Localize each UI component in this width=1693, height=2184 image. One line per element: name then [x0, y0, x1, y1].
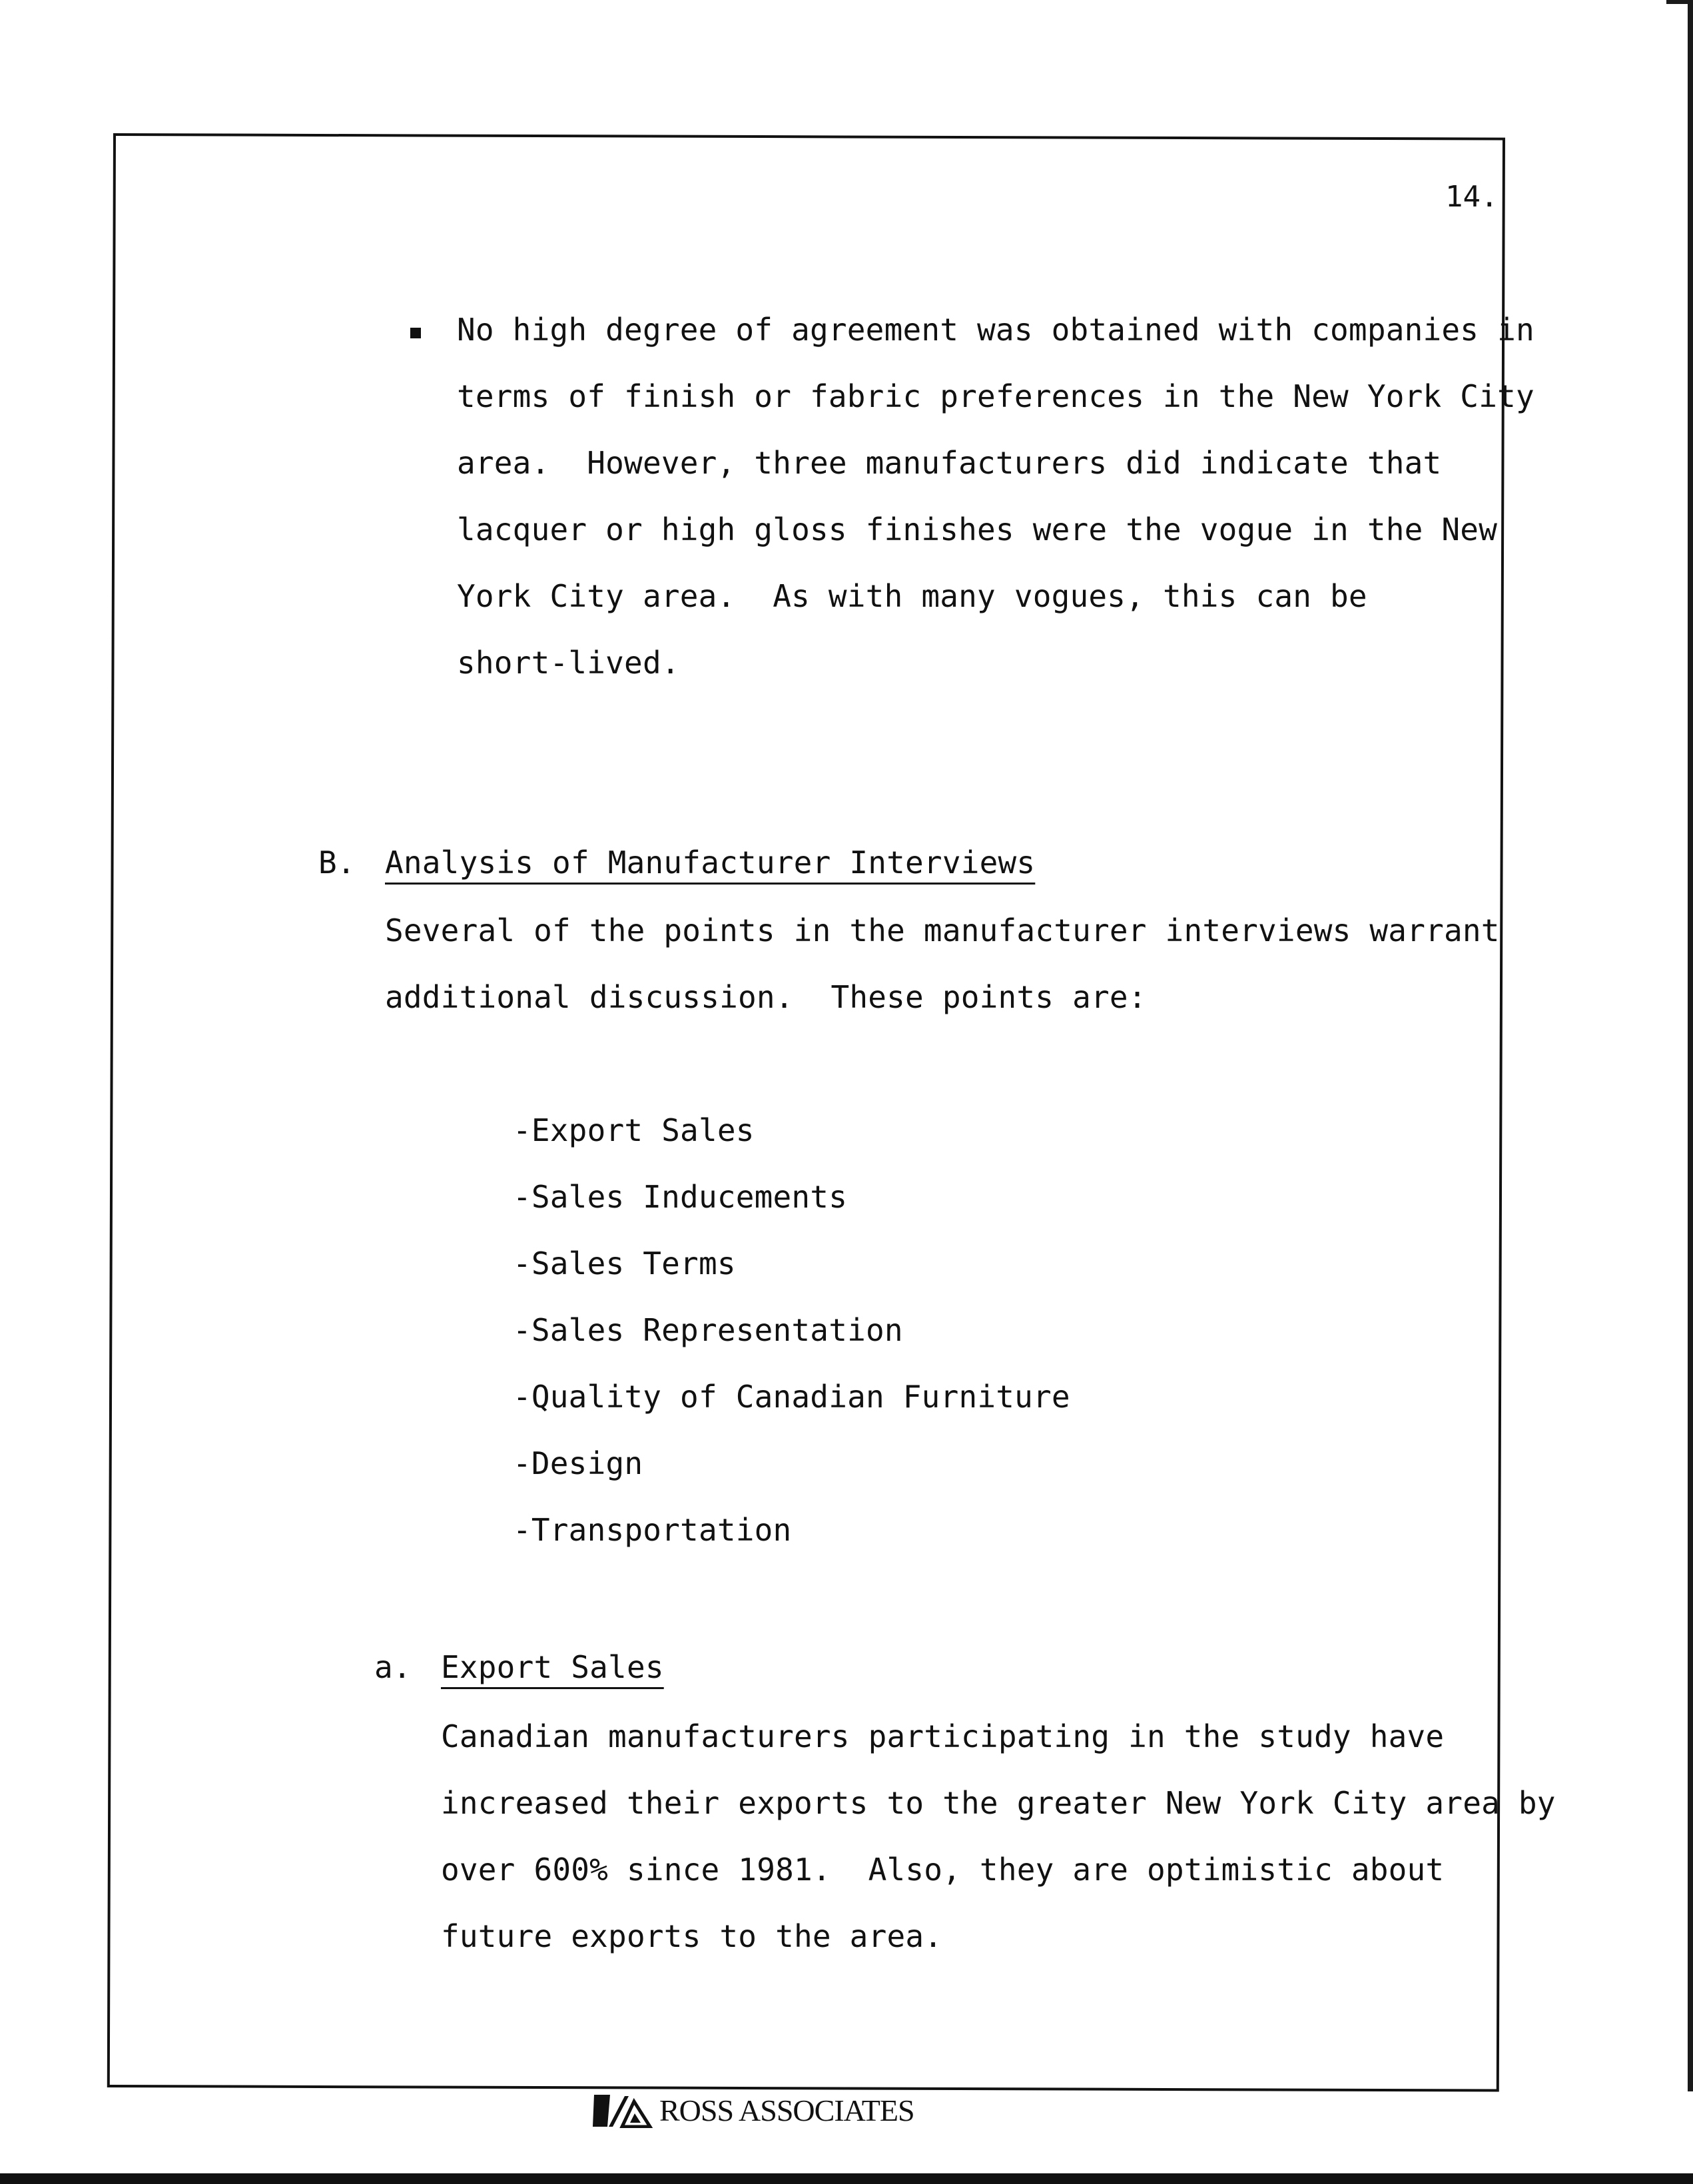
bullet-line: lacquer or high gloss finishes were the vogue in the New [457, 512, 1498, 547]
scan-edge-hook [1666, 0, 1693, 4]
section-b-heading: Analysis of Manufacturer Interviews [385, 845, 1036, 881]
company-name: ROSS ASSOCIATES [659, 2093, 914, 2127]
bullet-square-icon [410, 328, 421, 338]
page-number: 14. [1445, 180, 1499, 214]
point-item: -Export Sales [513, 1112, 755, 1148]
subsection-a-marker: a. [374, 1649, 412, 1685]
point-item: -Sales Representation [513, 1312, 903, 1348]
bullet-line: York City area. As with many vogues, this can be [457, 578, 1367, 614]
bullet-line: No high degree of agreement was obtained with companies in [457, 312, 1534, 348]
bullet-line: terms of finish or fabric preferences in the New York City [457, 378, 1534, 414]
point-item: -Sales Inducements [513, 1179, 848, 1215]
subsection-a-line: increased their exports to the greater New York City area by [441, 1785, 1556, 1821]
scan-edge-right [1688, 0, 1693, 2091]
point-item: -Transportation [513, 1512, 792, 1548]
point-item: -Quality of Canadian Furniture [513, 1379, 1070, 1415]
subsection-a-heading: Export Sales [441, 1649, 664, 1685]
point-item: -Sales Terms [513, 1246, 736, 1281]
ross-associates-logo-icon [593, 2092, 653, 2128]
section-b-intro-line: Several of the points in the manufacturer interviews warrant [385, 912, 1500, 948]
scan-edge-bottom [0, 2173, 1693, 2184]
bullet-line: short-lived. [457, 645, 680, 681]
point-item: -Design [513, 1445, 643, 1481]
section-b-intro-line: additional discussion. These points are: [385, 979, 1147, 1015]
subsection-a-line: over 600% since 1981. Also, they are optimistic about [441, 1852, 1445, 1888]
footer-logo [593, 2090, 914, 2130]
section-b-marker: B. [318, 845, 356, 881]
subsection-a-line: Canadian manufacturers participating in the study have [441, 1718, 1445, 1754]
subsection-a-line: future exports to the area. [441, 1918, 943, 1954]
bullet-line: area. However, three manufacturers did indicate that [457, 445, 1442, 481]
